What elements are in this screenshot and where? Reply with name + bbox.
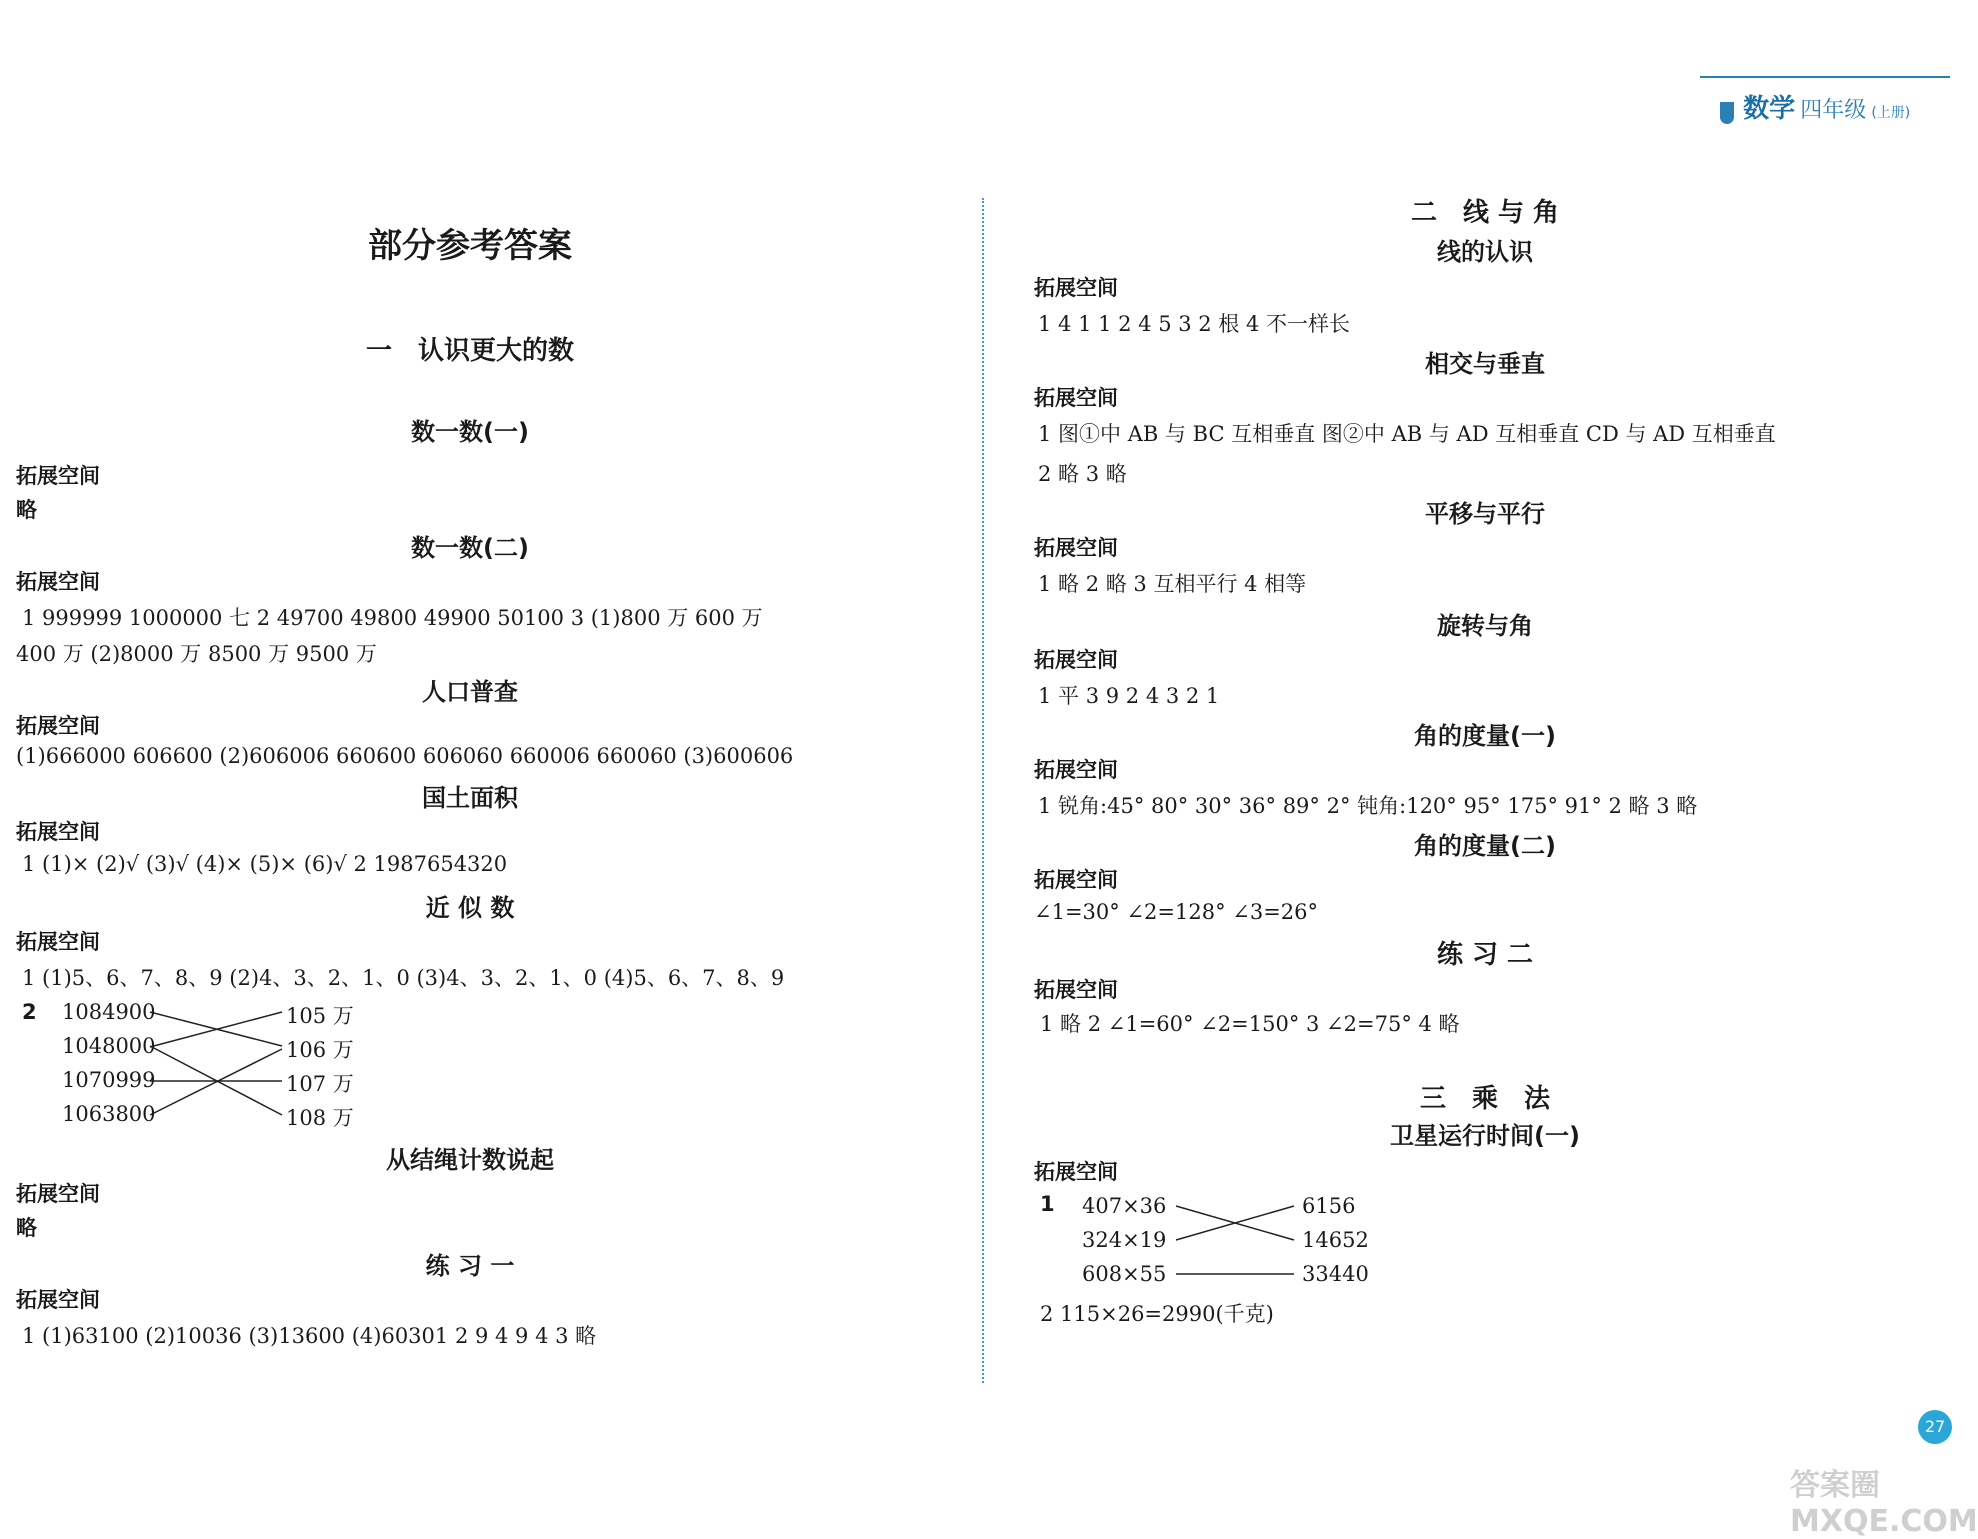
s4-label: 拓展空间: [16, 820, 100, 844]
r6-label: 拓展空间: [1034, 868, 1118, 892]
r7-title: 练 习 二: [1436, 940, 1534, 970]
s6-label: 拓展空间: [16, 1182, 100, 1206]
page-title: 部分参考答案: [368, 226, 572, 266]
s5-answer-line1: 1 (1)5、6、7、8、9 (2)4、3、2、1、0 (3)4、3、2、1、0 (4)5、6、7、8、9: [22, 966, 785, 990]
s2-answer-line2: 400 万 (2)8000 万 8500 万 9500 万: [16, 642, 377, 666]
r4-answer: 1 平 3 9 2 4 3 2 1: [1038, 684, 1220, 708]
r5-answer: 1 锐角:45° 80° 30° 36° 89° 2° 钝角:120° 95° 175° 91° 2 略 3 略: [1038, 794, 1698, 818]
volume-name: (上册): [1871, 105, 1911, 121]
center-divider: [982, 198, 984, 1383]
s7-answer: 1 (1)63100 (2)10036 (3)13600 (4)60301 2 9 4 9 4 3 略: [22, 1324, 597, 1348]
match-right-item: 105 万: [286, 1004, 354, 1028]
s3-answer: (1)666000 606600 (2)606006 660600 606060 660006 660060 (3)600606: [16, 744, 794, 768]
r7-answer: 1 略 2 ∠1=60° ∠2=150° 3 ∠2=75° 4 略: [1040, 1012, 1460, 1036]
s5-label: 拓展空间: [16, 930, 100, 954]
product-right-item: 33440: [1302, 1262, 1369, 1286]
match-right-item: 107 万: [286, 1072, 354, 1096]
unit1-title: 一 认识更大的数: [365, 336, 575, 366]
r2-answer-line2: 2 略 3 略: [1038, 462, 1127, 486]
r2-answer-line1: 1 图①中 AB 与 BC 互相垂直 图②中 AB 与 AD 互相垂直 CD 与 AD 互相垂直: [1038, 422, 1776, 446]
product-right-item: 6156: [1302, 1194, 1356, 1218]
r6-title: 角的度量(二): [1414, 832, 1556, 860]
s4-title: 国土面积: [422, 784, 518, 812]
subject-name: 数学: [1743, 94, 1796, 124]
product-right-item: 14652: [1302, 1228, 1369, 1252]
s2-label: 拓展空间: [16, 570, 100, 594]
s5-title: 近 似 数: [425, 894, 515, 922]
r1-label: 拓展空间: [1034, 276, 1118, 300]
s2-answer-line1: 1 999999 1000000 七 2 49700 49800 49900 50100 3 (1)800 万 600 万: [22, 606, 763, 630]
match-line: [150, 1046, 282, 1115]
s1-answer: 略: [16, 498, 37, 522]
r8-q1-number: 1: [1040, 1192, 1055, 1216]
s4-answer: 1 (1)× (2)√ (3)√ (4)× (5)× (6)√ 2 1987654320: [22, 852, 508, 876]
page-number-badge: 27: [1918, 1410, 1952, 1444]
s2-title: 数一数(二): [411, 534, 529, 562]
r6-answer: ∠1=30° ∠2=128° ∠3=26°: [1034, 900, 1319, 924]
product-left-item: 324×19: [1082, 1228, 1167, 1252]
watermark-logo: 答案圈 MXQE.COM: [1790, 1468, 1978, 1539]
match-line: [150, 1049, 282, 1115]
s1-title: 数一数(一): [411, 418, 529, 446]
s7-label: 拓展空间: [16, 1288, 100, 1312]
r5-title: 角的度量(一): [1414, 722, 1556, 750]
r7-label: 拓展空间: [1034, 978, 1118, 1002]
header-rule: [1700, 76, 1950, 78]
s3-label: 拓展空间: [16, 714, 100, 738]
header-brand: [1720, 88, 1910, 125]
grade-name: 四年级: [1800, 98, 1867, 123]
match-line: [1176, 1206, 1294, 1240]
unit2-title: 二 线 与 角: [1410, 198, 1560, 228]
s6-answer: 略: [16, 1216, 37, 1240]
match-line: [1176, 1206, 1294, 1240]
r3-title: 平移与平行: [1425, 500, 1545, 528]
r8-answer-line2: 2 115×26=2990(千克): [1040, 1302, 1274, 1326]
match-right-item: 108 万: [286, 1106, 354, 1130]
r8-title: 卫星运行时间(一): [1390, 1122, 1580, 1150]
r3-answer: 1 略 2 略 3 互相平行 4 相等: [1038, 572, 1307, 596]
r8-label: 拓展空间: [1034, 1160, 1118, 1184]
r3-label: 拓展空间: [1034, 536, 1118, 560]
s3-title: 人口普查: [422, 678, 518, 706]
product-left-item: 407×36: [1082, 1194, 1167, 1218]
r4-label: 拓展空间: [1034, 648, 1118, 672]
match-left-item: 1084900: [62, 1000, 156, 1024]
r2-label: 拓展空间: [1034, 386, 1118, 410]
s5-q2-number: 2: [22, 1000, 37, 1024]
s7-title: 练 习 一: [425, 1252, 515, 1280]
unit3-title: 三 乘 法: [1419, 1084, 1551, 1114]
s1-label: 拓展空间: [16, 464, 100, 488]
match-right-item: 106 万: [286, 1038, 354, 1062]
book-icon: [1720, 102, 1734, 124]
product-left-item: 608×55: [1082, 1262, 1167, 1286]
match-left-item: 1063800: [62, 1102, 156, 1126]
match-line: [150, 1012, 282, 1046]
r4-title: 旋转与角: [1437, 612, 1533, 640]
match-left-item: 1070999: [62, 1068, 156, 1092]
r2-title: 相交与垂直: [1425, 350, 1545, 378]
r1-title: 线的认识: [1437, 238, 1533, 266]
s6-title: 从结绳计数说起: [386, 1146, 554, 1174]
match-line: [150, 1012, 282, 1047]
match-left-item: 1048000: [62, 1034, 156, 1058]
r5-label: 拓展空间: [1034, 758, 1118, 782]
r1-answer: 1 4 1 1 2 4 5 3 2 根 4 不一样长: [1038, 312, 1351, 336]
